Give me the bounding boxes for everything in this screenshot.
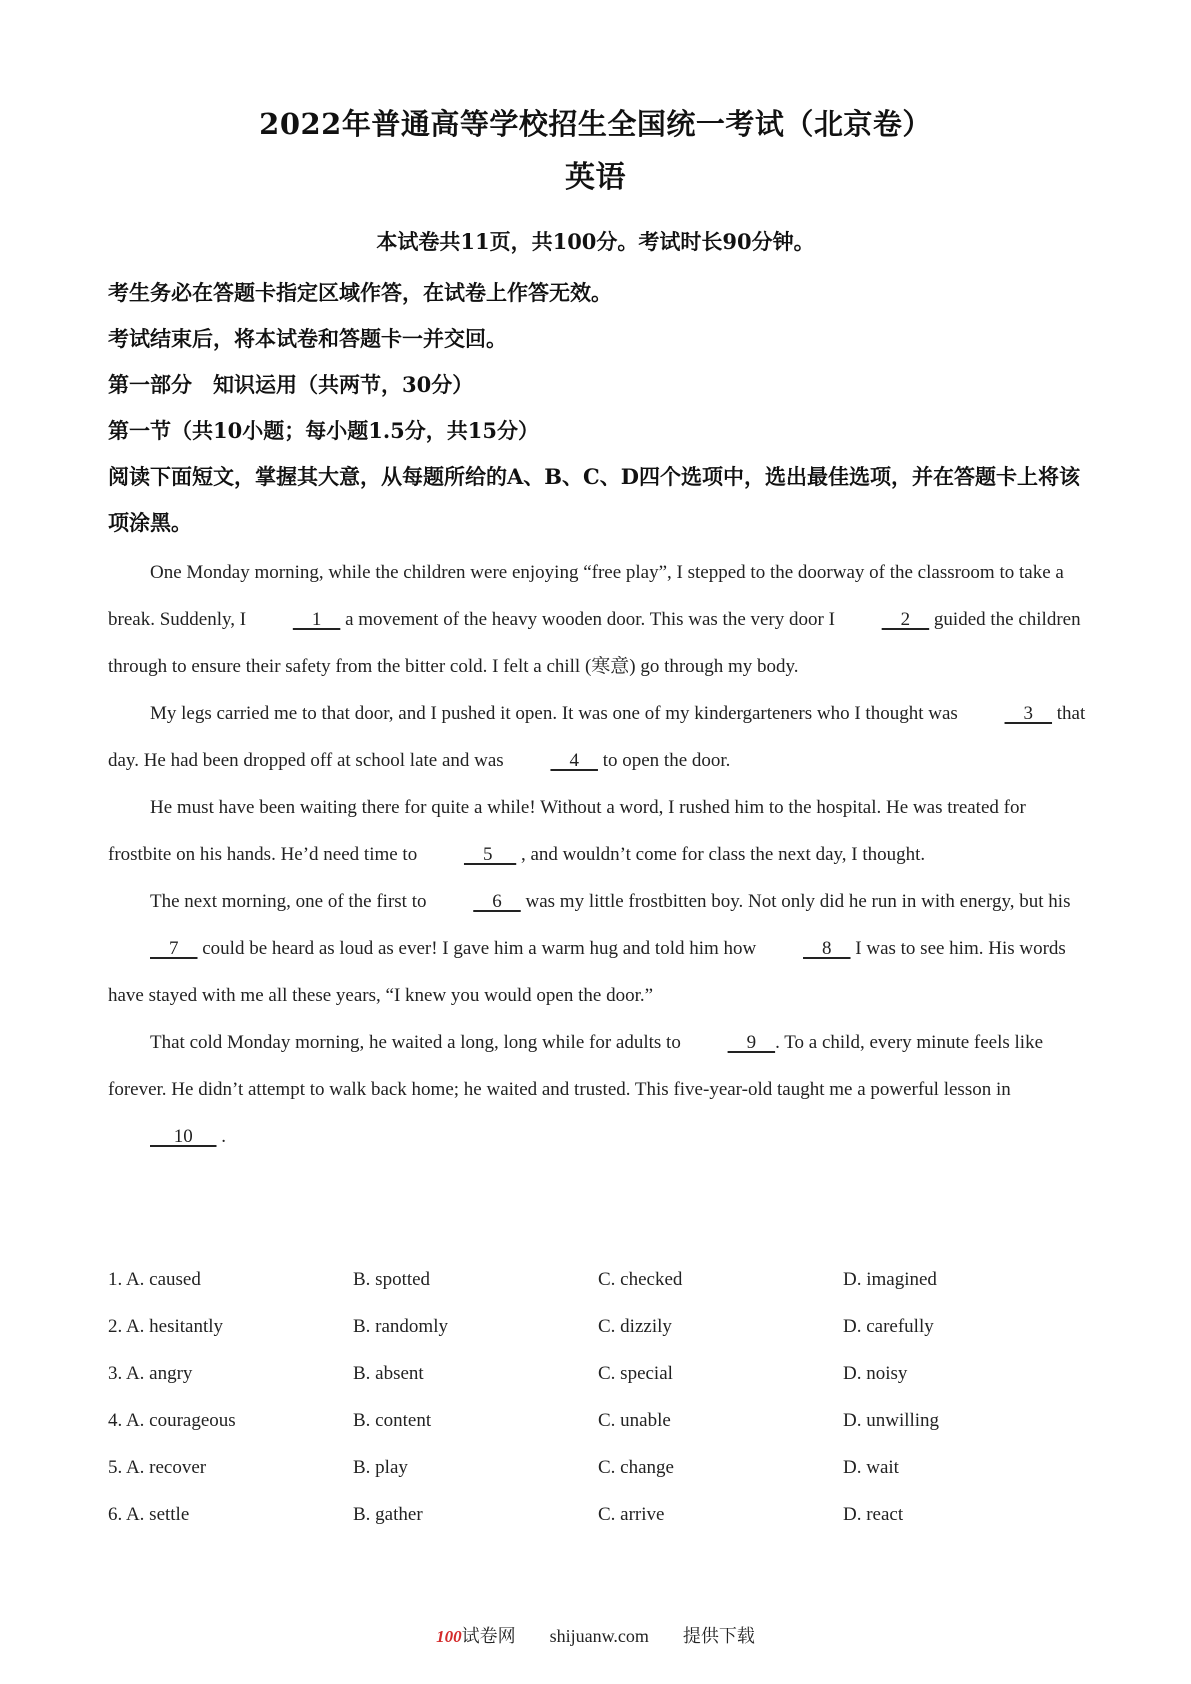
instruction-line-1: 考生务必在答题卡指定区域作答，在试卷上作答无效。 [108, 280, 612, 305]
option-a: 5. A. recover [108, 1457, 207, 1478]
blank-1: 1 [292, 609, 341, 630]
option-c: C. dizzily [598, 1316, 672, 1337]
download-note: 提供下载 [682, 1626, 755, 1646]
blank-10: 10 [150, 1126, 217, 1147]
blank-4: 4 [550, 750, 598, 771]
option-c: C. unable [598, 1410, 671, 1431]
paragraph-1 [108, 549, 1090, 690]
option-d: D. unwilling [843, 1410, 940, 1431]
exam-title: 2022年普通高等学校招生全国统一考试（北京卷） [259, 107, 932, 141]
blank-9: 9 [727, 1032, 776, 1053]
text: that day. He had been dropped off at school late and was [108, 703, 1086, 771]
site-logo: 100 [436, 1627, 462, 1646]
option-a: 2. A. hesitantly [108, 1316, 224, 1337]
site-url[interactable]: shijuanw.com [549, 1626, 649, 1646]
option-b: B. randomly [353, 1316, 448, 1337]
question-row-4 [108, 1397, 1093, 1444]
text: . [216, 1126, 226, 1147]
instruction-line-2: 考试结束后，将本试卷和答题卡一并交回。 [108, 326, 507, 351]
blank-3: 3 [1004, 703, 1053, 724]
text: He must have been waiting there for quite a while! Without a word, I rushed him to the hospital. He was treated for frostbite on his hands. He’d need time to [108, 797, 1026, 865]
option-c: C. special [598, 1363, 673, 1384]
text: could be heard as loud as ever! I gave him a warm hug and told him how [197, 938, 762, 959]
option-d: D. imagined [843, 1269, 937, 1290]
option-b: B. content [353, 1410, 432, 1431]
paragraph-3 [108, 784, 1090, 878]
text: a movement of the heavy wooden door. This was the very door I [340, 609, 840, 630]
subject-title: 英语 [565, 160, 626, 195]
option-a: 1. A. caused [108, 1269, 201, 1290]
text: to open the door. [597, 750, 731, 771]
paragraph-4 [108, 878, 1090, 1019]
directions: 阅读下面短文，掌握其大意，从每题所给的A、B、C、D四个选项中，选出最佳选项，并在答题卡上将该项涂黑。 [108, 464, 1080, 535]
question-row-1 [108, 1256, 1093, 1303]
question-row-6 [108, 1491, 1093, 1538]
text: One Monday morning, while the children were enjoying “free play”, I stepped to the doorway of the classroom to take a break. Suddenly, I [108, 562, 1064, 630]
paragraph-2 [108, 690, 1090, 784]
option-b: B. play [353, 1457, 408, 1478]
paragraph-5 [108, 1019, 1090, 1160]
option-a: 3. A. angry [108, 1363, 193, 1384]
option-d: D. react [843, 1504, 904, 1525]
blank-5: 5 [463, 844, 517, 865]
option-d: D. wait [843, 1457, 899, 1478]
text: My legs carried me to that door, and I pushed it open. It was one of my kindergarteners who I thought was [150, 703, 963, 724]
text: The next morning, one of the first to [150, 891, 432, 912]
text: I was to see him. His words have stayed with me all these years, “I knew you would open the door.” [108, 938, 1066, 1006]
blank-6: 6 [473, 891, 521, 912]
option-b: B. absent [353, 1363, 424, 1384]
text: , and wouldn’t come for class the next day, I thought. [516, 844, 926, 865]
text: . To a child, every minute feels like forever. He didn’t attempt to walk back home; he waited and trusted. This five-year-old taught me a powerful lesson in [108, 1032, 1044, 1100]
option-a: 6. A. settle [108, 1504, 190, 1525]
text: guided the children through to ensure their safety from the bitter cold. I felt a chill (寒意) go through my body. [108, 609, 1081, 677]
option-d: D. noisy [843, 1363, 908, 1384]
part-heading: 第一部分 知识运用（共两节，30分） [108, 372, 474, 397]
question-row-2 [108, 1303, 1093, 1350]
question-row-5 [108, 1444, 1093, 1491]
option-c: C. arrive [598, 1504, 665, 1525]
reading-passage [108, 549, 1090, 1160]
option-d: D. carefully [843, 1316, 934, 1337]
section-heading: 第一节（共10小题；每小题1.5分，共15分） [108, 418, 539, 443]
exam-info: 本试卷共11页，共100分。考试时长90分钟。 [376, 229, 815, 254]
text: was my little frostbitten boy. Not only did he run in with energy, but his [520, 891, 1071, 912]
blank-8: 8 [803, 938, 851, 959]
answer-options [108, 1256, 1093, 1538]
text: That cold Monday morning, he waited a long, long while for adults to [150, 1032, 686, 1053]
question-row-3 [108, 1350, 1093, 1397]
blank-2: 2 [881, 609, 930, 630]
option-b: B. spotted [353, 1269, 431, 1290]
option-c: C. checked [598, 1269, 683, 1290]
blank-7: 7 [150, 938, 198, 959]
site-name: 试卷网 [461, 1626, 516, 1646]
page-footer [0, 1622, 1191, 1648]
option-c: C. change [598, 1457, 674, 1478]
option-a: 4. A. courageous [108, 1410, 236, 1431]
option-b: B. gather [353, 1504, 423, 1525]
